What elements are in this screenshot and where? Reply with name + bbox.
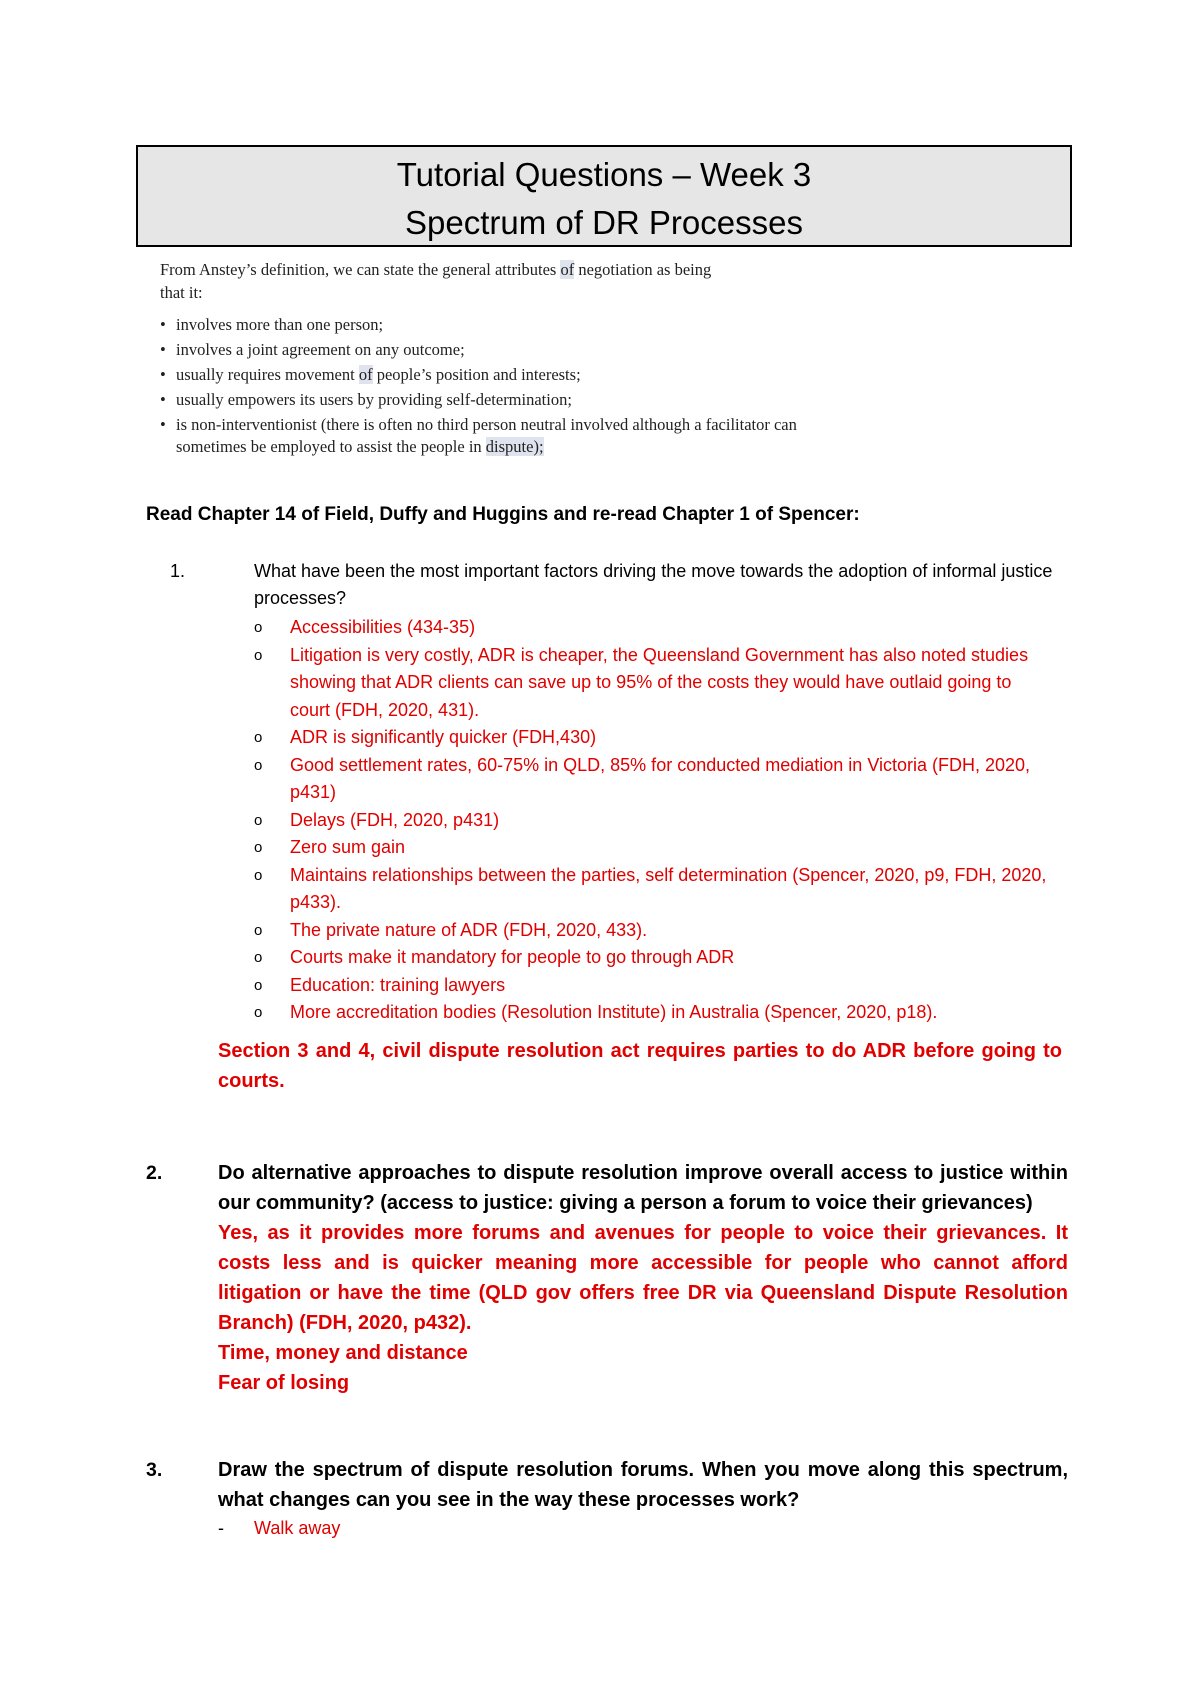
answer-item: o The private nature of ADR (FDH, 2020, 433). [254, 919, 648, 940]
answer-item: o Accessibilities (434-35) [254, 617, 476, 637]
answer-item: o Litigation is very costly, ADR is cheaper, the Queensland Government has also noted studies showing that ADR clients can save up to 95% of the costs they would have outlaid going to court (FDH, 2020, 431). [254, 644, 1029, 720]
question-body [218, 1455, 1068, 1541]
question-text: Do alternative approaches to dispute resolution improve overall access to justice within our community? (access to justice: giving a person a forum to voice their grievances) [218, 1162, 1068, 1214]
excerpt-bullet: • usually requires movement of people’s position and interests; [160, 365, 581, 384]
excerpt-bullet-list [160, 314, 840, 458]
title-line-1: Tutorial Questions – Week 3 [396, 156, 812, 193]
excerpt-bullet: • involves a joint agreement on any outcome; [160, 340, 465, 359]
question-number: 2. [146, 1162, 163, 1184]
answer-item: o ADR is significantly quicker (FDH,430) [254, 727, 597, 747]
excerpt-bullet: • usually empowers its users by providing self-determination; [160, 390, 572, 409]
excerpt-image [160, 258, 840, 461]
answer-text: Yes, as it provides more forums and avenues for people to voice their grievances. It costs less and is quicker meaning more accessible for people who cannot afford litigation or have the time (QLD gov offers free DR via Queensland Dispute Resolution Branch) (FDH, 2020, p432). [218, 1222, 1068, 1334]
question-body [218, 1158, 1068, 1398]
title-line-2: Spectrum of DR Processes [405, 204, 803, 241]
answer-extra: Time, money and distance [218, 1342, 468, 1364]
excerpt-intro-line2: that it: [160, 283, 203, 302]
answer-item: o Courts make it mandatory for people to go through ADR [254, 947, 735, 967]
excerpt-bullet: • is non-interventionist (there is often no third person neutral involved although a facilitator can sometimes be employed to assist the people in dispute); [160, 415, 797, 456]
excerpt-intro-text: From Anstey’s definition, we can state the general attributes [160, 260, 561, 279]
answer-item: o Delays (FDH, 2020, p431) [254, 809, 500, 830]
question-number: 1. [170, 561, 186, 581]
question-text: Draw the spectrum of dispute resolution forums. When you move along this spectrum, what changes can you see in the way these processes work? [218, 1459, 1068, 1511]
excerpt-intro [160, 258, 840, 304]
answer-extra: Fear of losing [218, 1372, 350, 1394]
answer-item: o Zero sum gain [254, 837, 406, 857]
answer-item: o Maintains relationships between the parties, self determination (Spencer, 2020, p9, FDH, 2020, p433). [254, 864, 1047, 912]
excerpt-bullet: • involves more than one person; [160, 315, 384, 334]
excerpt-intro-highlight: of [560, 260, 575, 279]
answer-item: o Education: training lawyers [254, 974, 506, 995]
question-number: 3. [146, 1459, 163, 1481]
answer-list [254, 614, 1054, 1027]
answer-item: o Good settlement rates, 60-75% in QLD, 85% for conducted mediation in Victoria (FDH, 2020, p431) [254, 754, 1031, 802]
answer-item: o More accreditation bodies (Resolution Institute) in Australia (Spencer, 2020, p18). [254, 1002, 938, 1022]
question-text: What have been the most important factors driving the move towards the adoption of informal justice processes? [254, 561, 1053, 608]
reading-instruction: Read Chapter 14 of Field, Duffy and Huggins and re-read Chapter 1 of Spencer: [146, 504, 860, 525]
excerpt-intro-text-rest: negotiation as being [574, 260, 712, 279]
answer-item: - Walk away [218, 1518, 341, 1538]
section-note: Section 3 and 4, civil dispute resolution act requires parties to do ADR before going to courts. [218, 1040, 1062, 1092]
title-box [136, 145, 1072, 247]
